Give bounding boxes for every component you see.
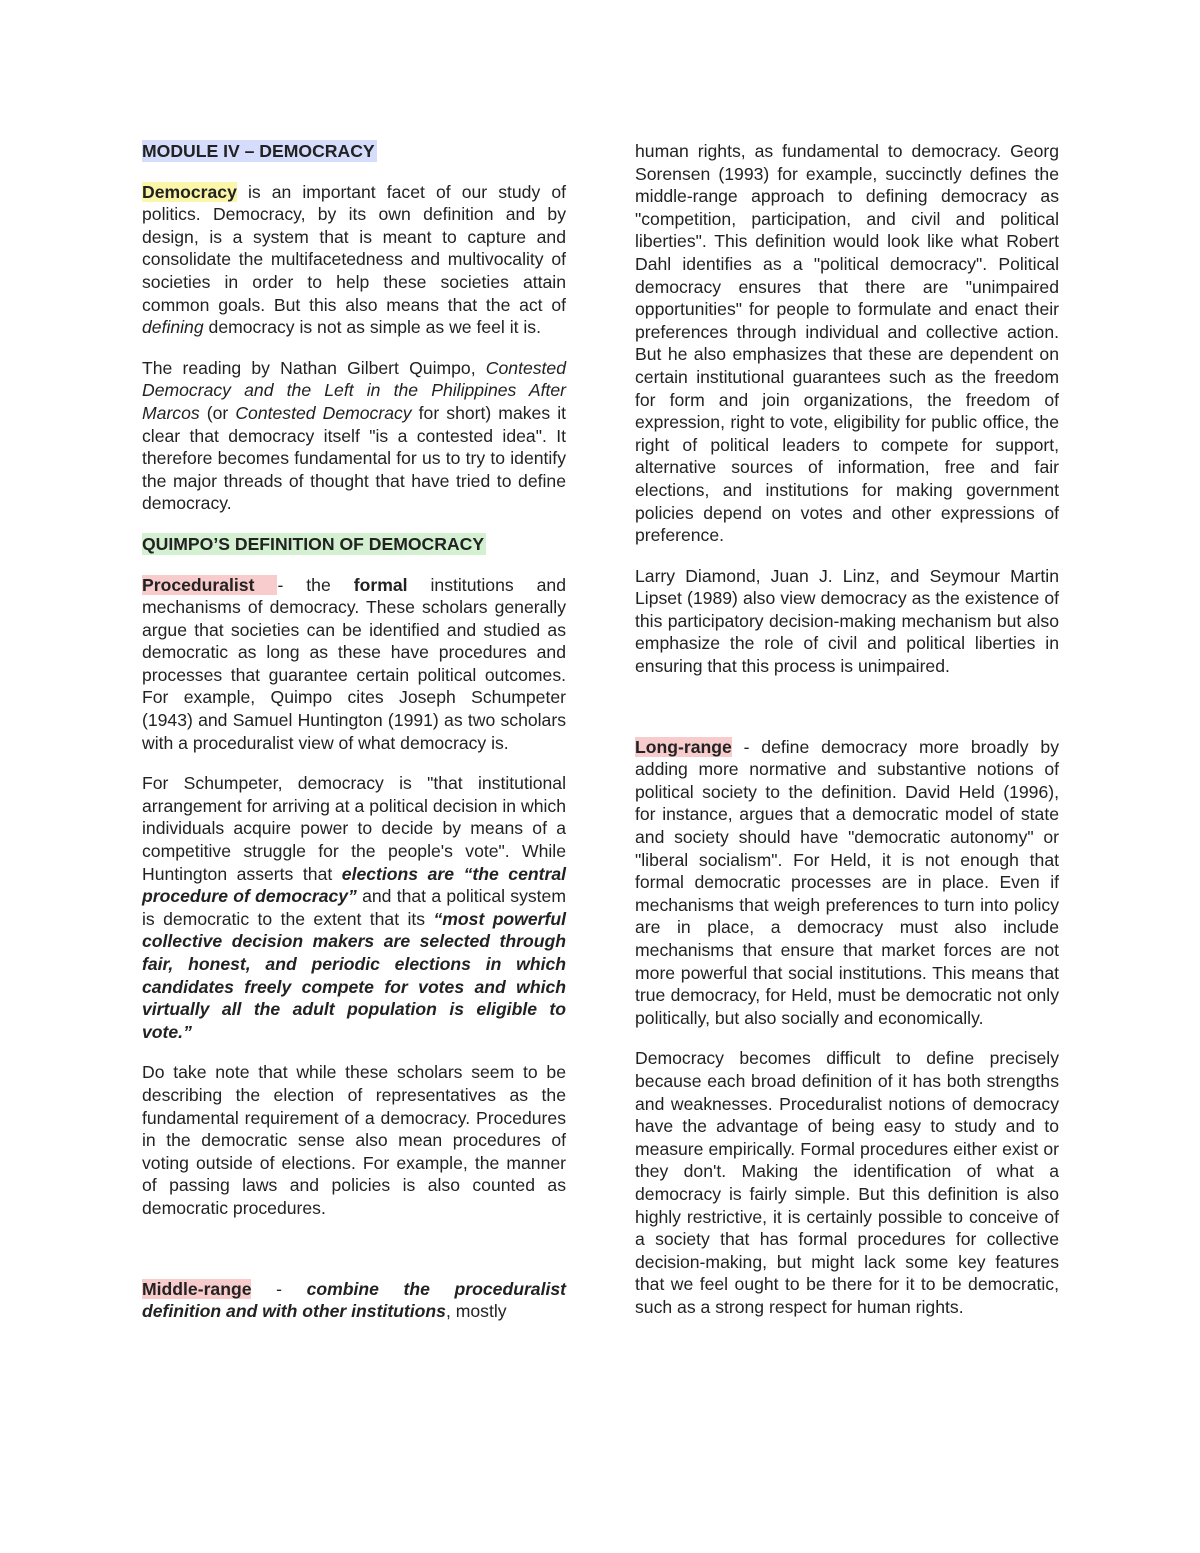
text: is an important facet of our study of politics. Democracy, by its own definition and by design, is a system that is meant to capture and consolidate the multifacetedness and multivocality of societies in order to help these societies attain common goals. But this also means that the act of [142,181,566,315]
term-long-range: Long-range [635,736,732,757]
paragraph-difficult-define: Democracy becomes difficult to define precisely because each broad definition of it has both strengths and weaknesses. Proceduralist notions of democracy have the advantage of being easy to study and to measure empirically. Formal procedures either exist or they don't. Making the identification of what a democracy is fairly simple. But this definition is also highly restrictive, it is certainly possible to conceive of a society that has formal procedures for collective decision-making, but might lack some key features that we feel ought to be there for it to be democratic, such as a strong respect for human rights. [635,1048,1059,1317]
text: for short) makes it clear that democracy itself "is a contested idea". It therefore becomes fundamental for us to try to identify the major threads of thought that have tried to define democracy. [142,402,566,514]
right-column [635,140,1059,1337]
paragraph-diamond: Larry Diamond, Juan J. Linz, and Seymour Martin Lipset (1989) also view democracy as the existence of this participatory decision-making mechanism but also emphasize the role of civil and political liberties in ensuring that this process is unimpaired. [635,565,1059,677]
text: - define democracy more broadly by adding more normative and substantive notions of political society to the definition. David Held (1996), for instance, argues that a democratic model of state and society should have "democratic autonomy" or "liberal socialism". For Held, it is not enough that formal democratic processes are in place. Even if mechanisms that weigh preferences to turn into policy are in place, a democracy must also include mechanisms that ensure that market forces are not more powerful that social institutions. This means that true democracy, for Held, must be democratic not only politically, but also socially and economically. [635,736,1059,1028]
text: (or [199,402,236,423]
text: , mostly [445,1301,507,1322]
strong-text: formal [353,574,408,595]
term-middle-range: Middle-range [142,1278,252,1299]
term-proceduralist: Proceduralist [142,574,278,595]
module-title [142,140,566,163]
text: For Schumpeter, democracy is "that institutional arrangement for arriving at a political decision in which individuals acquire power to decide by means of a competitive struggle for the people's vote". While Huntington asserts that [142,773,566,884]
text: democracy is not as simple as we feel it is. [203,317,541,338]
module-title-text: MODULE IV – DEMOCRACY [142,141,375,161]
text: and that a political system is democratic to the extent that its [142,886,566,929]
text: institutions and mechanisms of democracy. These scholars generally argue that societies can be identified and studied as democratic as long as these have procedures and processes that guarantee certain political outcomes. For example, Quimpo cites Joseph Schumpeter (1943) and Samuel Huntington (1991) as two scholars with a proceduralist view of what democracy is. [142,574,566,753]
text: - [251,1278,307,1299]
bold-italic-text: combine the proceduralist definition and with other institutions [142,1278,566,1322]
paragraph-schumpeter [142,772,566,1043]
text: - the [277,574,354,595]
section-heading [142,533,566,556]
book-short-title: Contested Democracy [235,402,412,423]
book-title: Contested Democracy and the Left in the Philippines After Marcos [142,357,566,423]
spacer [635,696,1059,736]
section-heading-text: QUIMPO’S DEFINITION OF DEMOCRACY [142,533,485,554]
paragraph-proceduralist [142,574,566,755]
paragraph-long-range [635,736,1059,1030]
spacer [142,1238,566,1278]
text: The reading by Nathan Gilbert Quimpo, [142,357,486,378]
paragraph-quimpo-reading [142,357,566,515]
emphasis: defining [142,317,204,338]
term-democracy: Democracy [142,181,237,202]
paragraph-take-note: Do take note that while these scholars seem to be describing the election of representatives as the fundamental requirement of a democracy. Procedures in the democratic sense also mean procedures of voting outside of elections. For example, the manner of passing laws and policies is also counted as democratic procedures. [142,1062,566,1218]
paragraph-democracy-intro [142,181,566,339]
paragraph-middle-range [142,1278,566,1323]
bold-italic-text: elections are “the central procedure of democracy” [142,863,566,907]
bold-italic-quote: “most powerful collective decision makers are selected through fair, honest, and periodic elections in which candidates freely compete for votes and which virtually all the adult population is eligible to vote.” [142,908,566,1042]
left-column [142,140,566,1341]
paragraph-sorensen: human rights, as fundamental to democracy. Georg Sorensen (1993) for example, succinctly defines the middle-range approach to defining democracy as "competition, participation, and civil and political liberties". This definition would look like what Robert Dahl identifies as a "political democracy". Political democracy ensures that there are "unimpaired opportunities" for people to formulate and enact their preferences through individual and collective action. But he also emphasizes that these are dependent on certain institutional guarantees such as the freedom for form and join organizations, the freedom of expression, right to vote, eligibility for public office, the right of political leaders to compete for support, alternative sources of information, free and fair elections, and institutions for making government policies depend on votes and other expressions of preference. [635,141,1059,546]
